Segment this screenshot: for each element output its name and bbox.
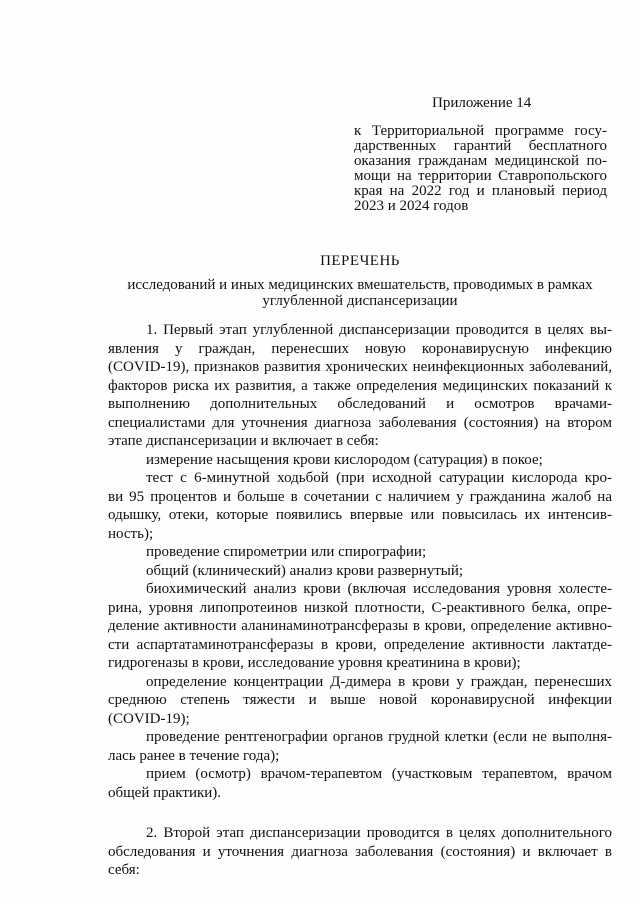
paragraph-line: общей практики). xyxy=(108,784,222,801)
paragraph-line: факторов риска их развития, а также определения медицинских показаний к xyxy=(108,377,612,394)
paragraph-line: 2. Второй этап диспансеризации проводится в целях дополнительного xyxy=(146,825,612,841)
body-paragraph xyxy=(108,824,612,880)
appendix-reference-line: мощи на территории Ставропольского xyxy=(354,168,607,184)
paragraph-line: общий (клинический) анализ крови развернутый; xyxy=(146,562,464,579)
paragraph-line: деление активности аланинаминотрансферазы в крови, определение активно- xyxy=(108,618,612,634)
paragraph-line: специалистами для уточнения диагноза заболевания (состояния) на втором xyxy=(108,414,612,431)
body-paragraph xyxy=(108,562,612,581)
appendix-reference-line: к Территориальной программе госу- xyxy=(354,123,607,139)
paragraph-line: обследования и уточнения диагноза заболевания (состояния) и включает в xyxy=(108,843,612,860)
body-paragraph xyxy=(108,673,612,729)
paragraph-line: 1. Первый этап углубленной диспансеризации проводится в целях вы- xyxy=(146,322,612,338)
paragraph-line: явления у граждан, перенесших новую коронавирусную инфекцию xyxy=(108,340,612,357)
paragraph-line: (COVID-19), признаков развития хронических неинфекционных заболеваний, xyxy=(108,359,612,375)
body-paragraph xyxy=(108,728,612,765)
paragraph-line: измерение насыщения крови кислородом (сатурация) в покое; xyxy=(146,451,543,468)
paragraph-line: гидрогеназы в крови, исследование уровня креатинина в крови); xyxy=(108,655,521,671)
body-paragraph xyxy=(108,765,612,802)
document-subtitle-line: углубленной диспансеризации xyxy=(262,293,458,309)
paragraph-line: проведение спирометрии или спирографии; xyxy=(146,544,427,560)
paragraph-line: (COVID-19); xyxy=(108,710,190,727)
paragraph-line: этапе диспансеризации и включает в себя: xyxy=(108,433,379,449)
paragraph-line: рина, уровня липопротеинов низкой плотности, С-реактивного белка, опре- xyxy=(108,599,612,616)
body-paragraph xyxy=(108,321,612,451)
appendix-reference-line: оказания гражданам медицинской по- xyxy=(354,153,607,169)
paragraph-line: выполнению дополнительных обследований и осмотров врачами- xyxy=(108,396,612,412)
paragraph-line: прием (осмотр) врачом-терапевтом (участковым терапевтом, врачом xyxy=(146,766,612,782)
appendix-title: Приложение 14 xyxy=(432,95,532,111)
paragraph-line: лась ранее в течение года); xyxy=(108,747,280,764)
paragraph-line: биохимический анализ крови (включая исследования уровня холесте- xyxy=(146,581,612,597)
document-body xyxy=(108,321,612,880)
paragraph-line: определение концентрации Д-димера в крови у граждан, перенесших xyxy=(146,673,612,690)
paragraph-line: себя: xyxy=(108,862,140,878)
appendix-reference-line: дарственных гарантий бесплатного xyxy=(354,138,607,154)
paragraph-line: проведение рентгенографии органов грудной клетки (если не выполня- xyxy=(146,729,612,745)
document-title: ПЕРЕЧЕНЬ xyxy=(320,253,400,269)
body-paragraph xyxy=(108,543,612,562)
paragraph-line: сти аспартатаминотрансферазы в крови, определение активности лактатде- xyxy=(108,636,612,653)
paragraph-line: ви 95 процентов и больше в сочетании с наличием у гражданина жалоб на xyxy=(108,488,612,505)
appendix-reference-line: 2023 и 2024 годов xyxy=(354,198,469,214)
body-paragraph xyxy=(108,451,612,470)
paragraph-line: одышку, отеки, которые появились впервые или повысилась их интенсив- xyxy=(108,507,612,523)
document-subtitle-line: исследований и иных медицинских вмешательств, проводимых в рамках xyxy=(127,277,593,293)
body-paragraph xyxy=(108,469,612,543)
paragraph-spacer xyxy=(108,802,612,824)
paragraph-line: ность); xyxy=(108,525,154,542)
paragraph-line: среднюю степень тяжести и выше новой коронавирусной инфекции xyxy=(108,692,612,708)
appendix-reference xyxy=(354,124,607,214)
appendix-reference-line: края на 2022 год и плановый период xyxy=(354,183,607,199)
paragraph-line: тест с 6-минутной ходьбой (при исходной сатурации кислорода кро- xyxy=(146,470,612,486)
body-paragraph xyxy=(108,580,612,673)
document-subtitle xyxy=(108,277,612,309)
